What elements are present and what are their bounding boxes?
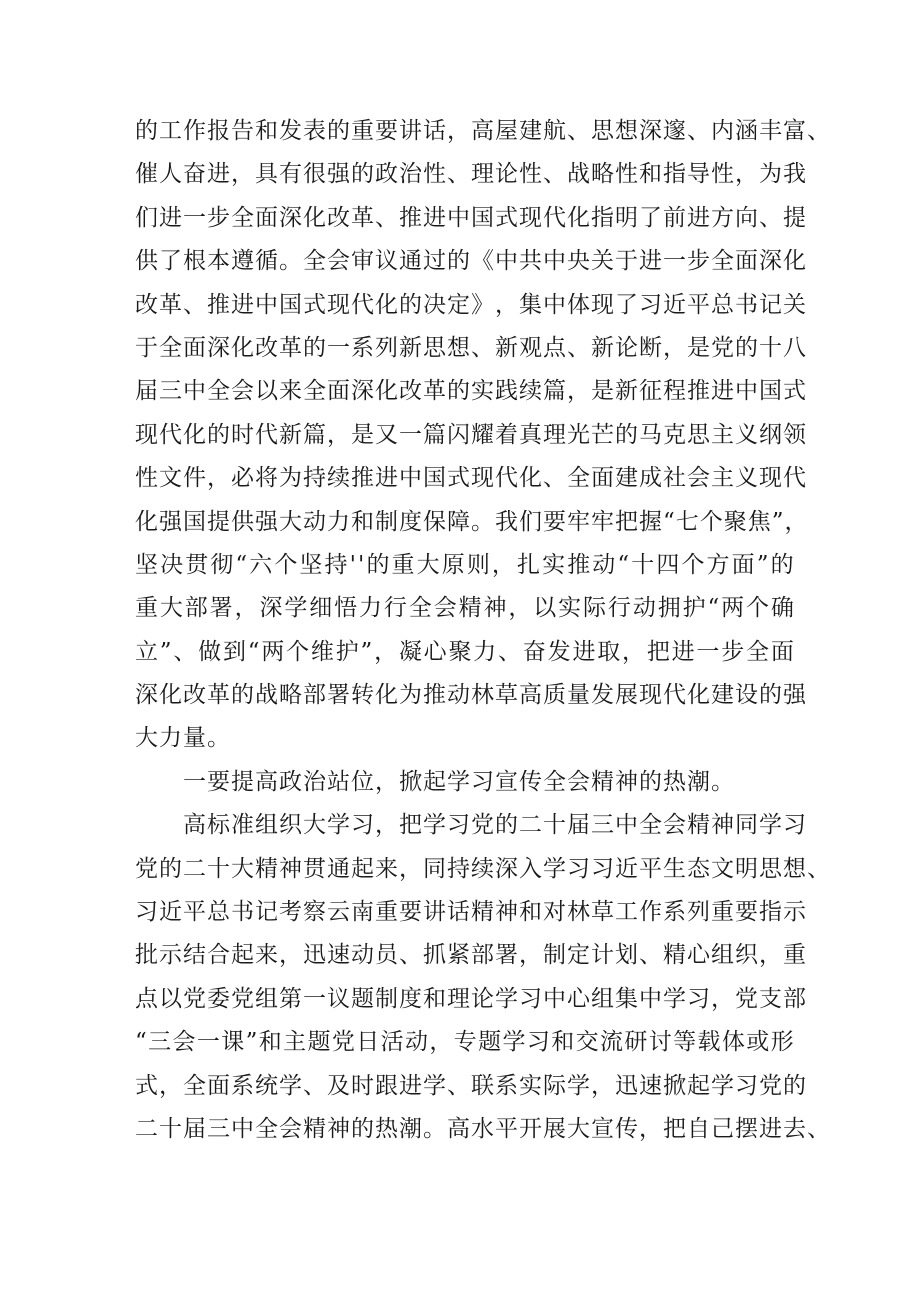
text-line: 习 近 平 总 书 记 考 察 云 南 重 要 讲 话 精 神 和 对 林 草 工 作 系 列 重 要 指 示 [135, 899, 807, 926]
text-line: 催 人 奋 进 ， 具 有 很 强 的 政 治 性 、 理 论 性 、 战 略 性 和 指 导 性 ， 为 我 [135, 161, 807, 188]
paragraph-end-line: 大力量。 [135, 725, 231, 752]
text-line: 批 示 结 合 起 来 ， 迅 速 动 员 、 抓 紧 部 署 ， 制 定 计 划 、 精 心 组 织 ， 重 [135, 942, 807, 969]
text-line: 立 ” 、 做 到 “ 两 个 维 护 ” ， 凝 心 聚 力 、 奋 发 进 取 ， 把 进 一 步 全 面 [135, 638, 795, 665]
paragraph-first-line: 高标准组织大学习，把学习党的二十届三中全会精神同学习 [183, 812, 807, 839]
text-line: 届 三 中 全 会 以 来 全 面 深 化 改 革 的 实 践 续 篇 ， 是 新 征 程 推 进 中 国 式 [135, 378, 807, 405]
text-line: 于 全 面 深 化 改 革 的 一 系 列 新 思 想 、 新 观 点 、 新 论 断 ， 是 党 的 十 八 [135, 334, 807, 361]
text-line: 重 大 部 署 ， 深 学 细 悟 力 行 全 会 精 神 ， 以 实 际 行 动 拥 护 “ 两 个 确 [135, 595, 795, 622]
text-line: “ 三 会 一 课 ” 和 主 题 党 日 活 动 ， 专 题 学 习 和 交 流 研 讨 等 载 体 或 形 [135, 1029, 795, 1056]
text-line: 改 革 、 推 进 中 国 式 现 代 化 的 决 定 》 ， 集 中 体 现 了 习 近 平 总 书 记 关 [135, 291, 807, 318]
text-line: 式 ， 全 面 系 统 学 、 及 时 跟 进 学 、 联 系 实 际 学 ， 迅 速 掀 起 学 习 党 的 [135, 1072, 807, 1099]
text-line: 坚 决 贯 彻 “ 六 个 坚 持 ' ' 的 重 大 原 则 ， 扎 实 推 动 “ 十 四 个 方 面 ” 的 [135, 551, 795, 578]
text-line: 现 代 化 的 时 代 新 篇 ， 是 又 一 篇 闪 耀 着 真 理 光 芒 的 马 克 思 主 义 纲 领 [135, 421, 807, 448]
text-line: 们 进 一 步 全 面 深 化 改 革 、 推 进 中 国 式 现 代 化 指 明 了 前 进 方 向 、 提 [135, 204, 807, 231]
text-line: 深 化 改 革 的 战 略 部 署 转 化 为 推 动 林 草 高 质 量 发 展 现 代 化 建 设 的 强 [135, 682, 807, 709]
text-line: 点 以 党 委 党 组 第 一 议 题 制 度 和 理 论 学 习 中 心 组 集 中 学 习 ， 党 支 部 [135, 985, 807, 1012]
text-line: 二 十 届 三 中 全 会 精 神 的 热 潮 。 高 水 平 开 展 大 宣 传 ， 把 自 己 摆 进 去 、 [135, 1115, 831, 1142]
text-line: 党 的 二 十 大 精 神 贯 通 起 来 ， 同 持 续 深 入 学 习 习 近 平 生 态 文 明 思 想 、 [135, 855, 831, 882]
text-line: 的 工 作 报 告 和 发 表 的 重 要 讲 话 ， 高 屋 建 航 、 思 想 深 邃 、 内 涵 丰 富 、 [135, 118, 831, 144]
document-body [135, 110, 831, 1151]
text-line: 化 强 国 提 供 强 大 动 力 和 制 度 保 障 。 我 们 要 牢 牢 把 握 “ 七 个 聚 焦 ” ， [135, 508, 809, 535]
section-heading: 一要提高政治站位，掀起学习宣传全会精神的热潮。 [183, 768, 735, 795]
text-line: 供 了 根 本 遵 循 。 全 会 审 议 通 过 的 《 中 共 中 央 关 于 进 一 步 全 面 深 化 [135, 248, 807, 275]
text-line: 性 文 件 ， 必 将 为 持 续 推 进 中 国 式 现 代 化 、 全 面 建 成 社 会 主 义 现 代 [135, 465, 807, 492]
